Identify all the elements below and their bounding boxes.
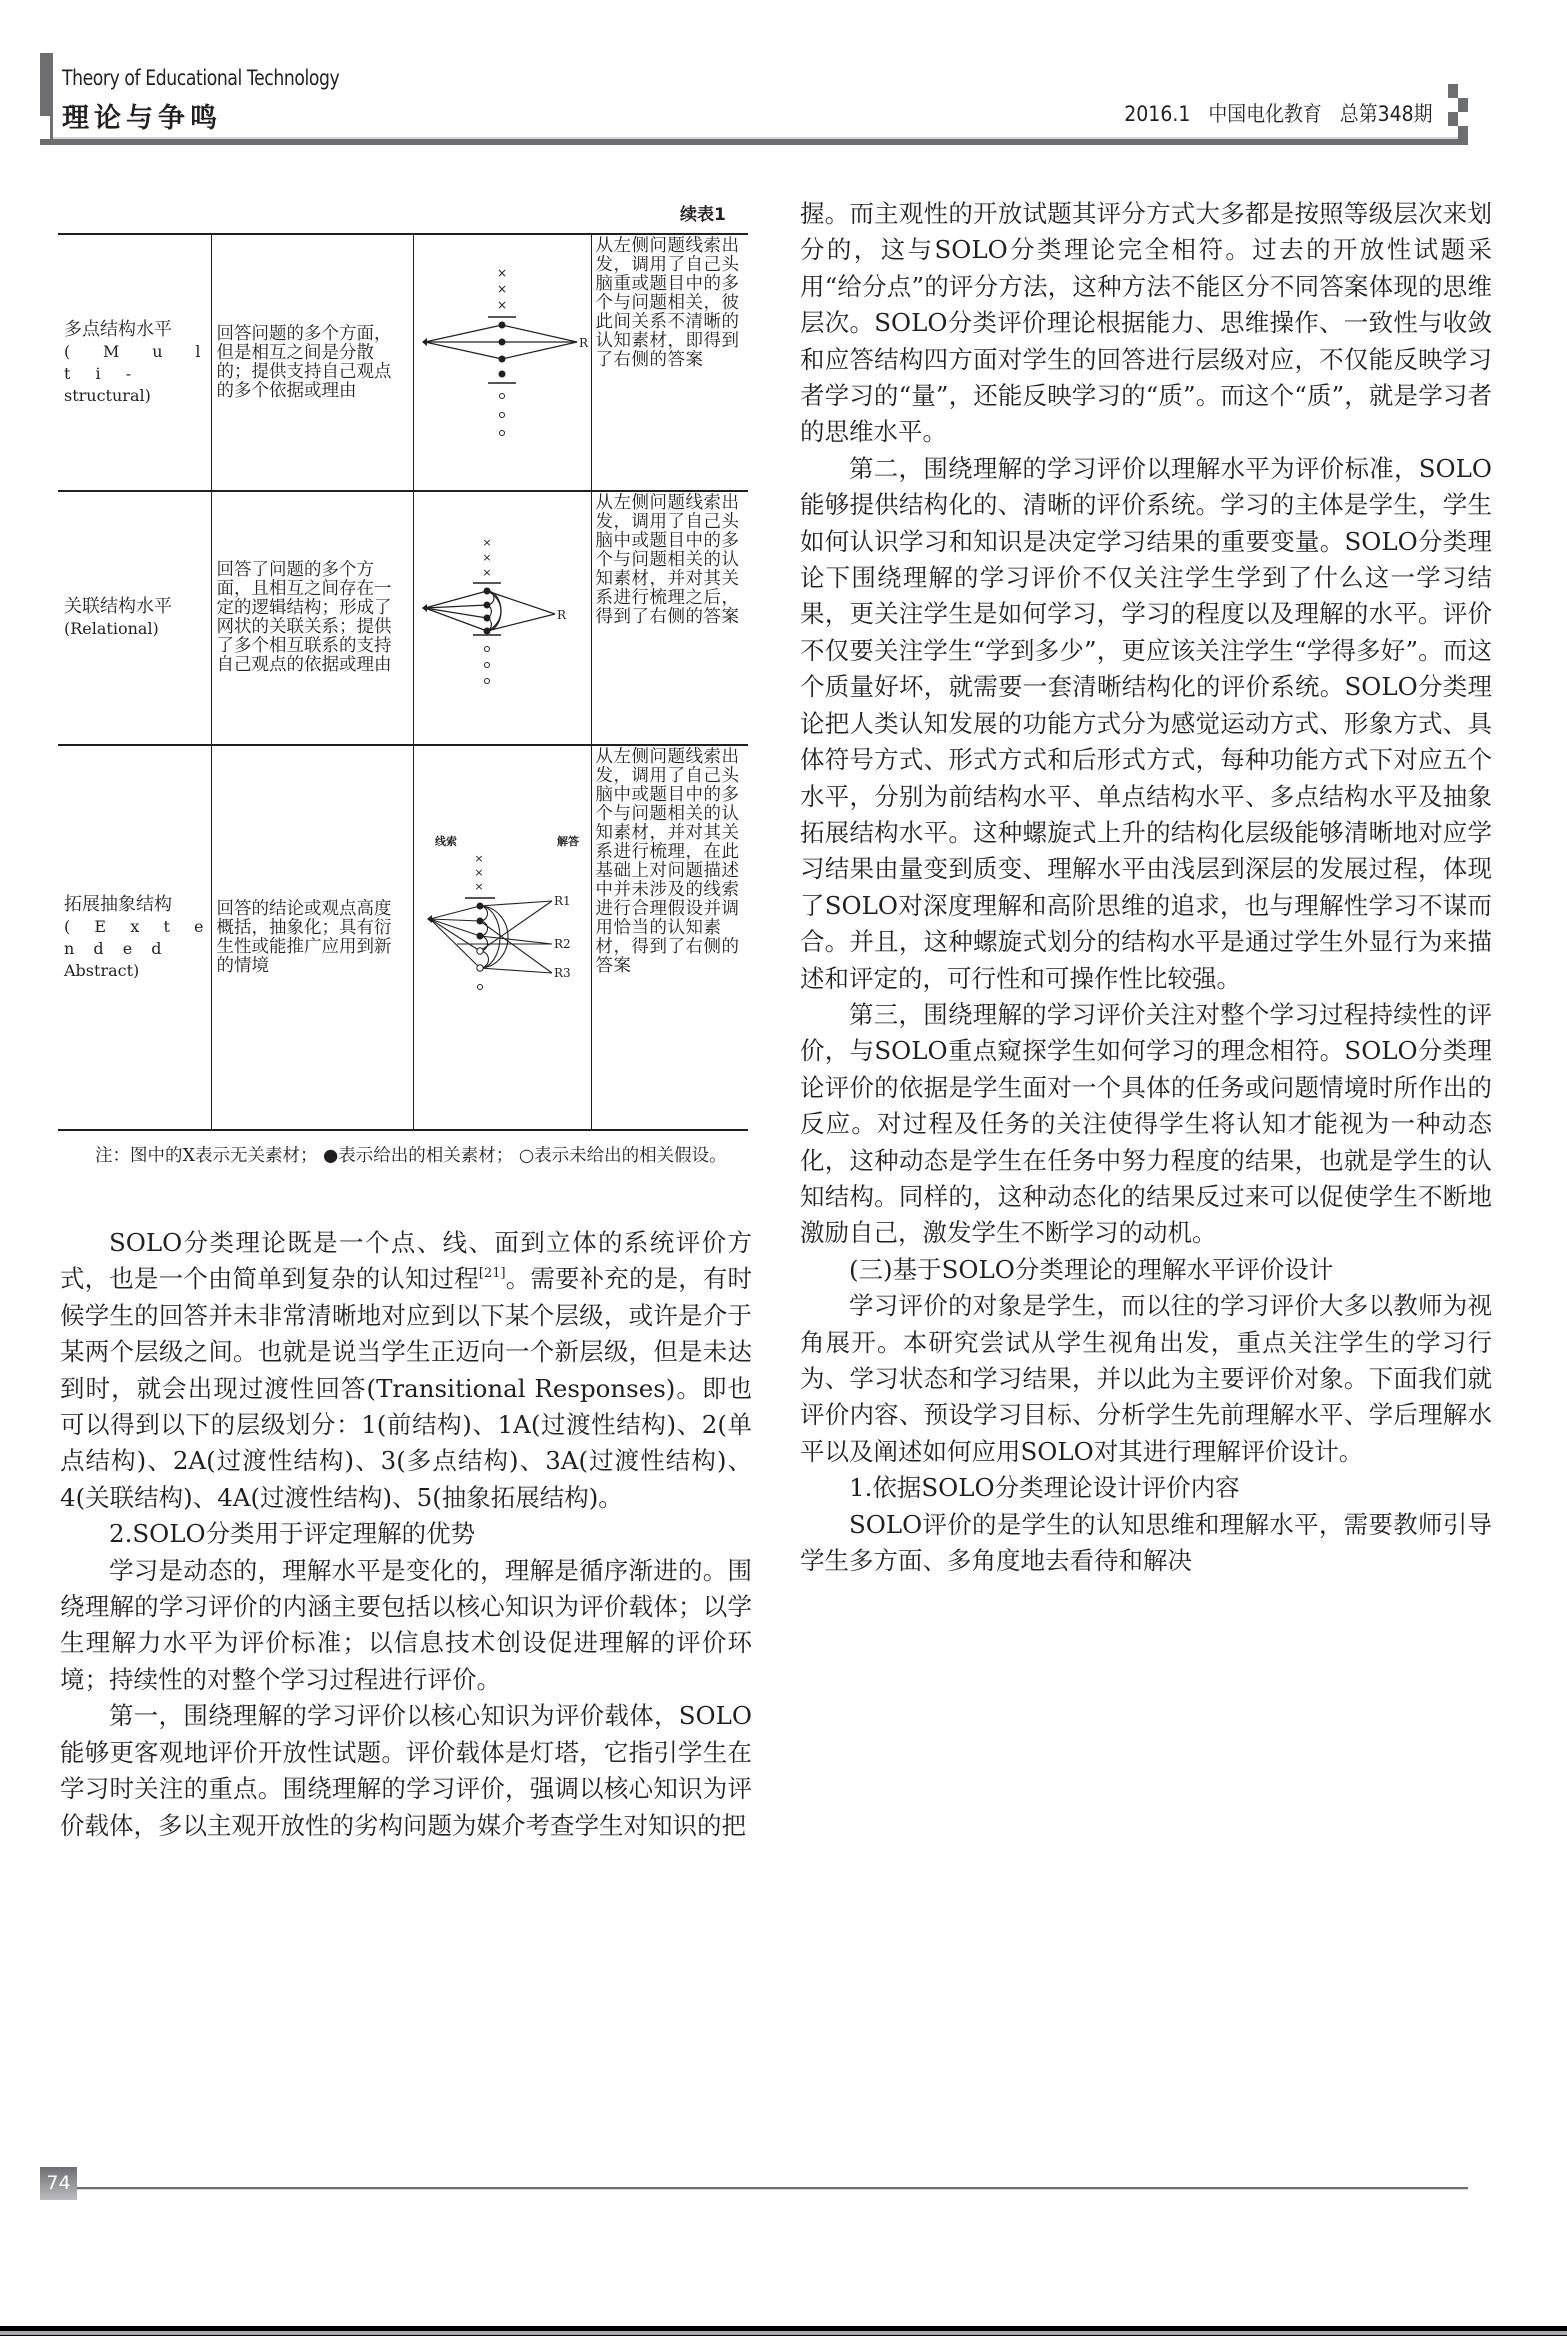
assumed-point: [500, 431, 505, 436]
paragraph: 握。而主观性的开放试题其评分方式大多都是按照等级层次来划分的，这与SOLO分类理论完全相符。过去的开放性试题采用“给分点”的评分方法，这种方法不能区分不同答案体现的思维层次。SOLO分类评价理论根据能力、思维操作、一致性与收敛和应答结构四方面对学生的回答进行层级对应，不仅能反映学习者学习的“量”，还能反映学习的“质”。而这个“质”，就是学习者的思维水平。: [800, 199, 1492, 447]
assumed-point: [477, 965, 483, 971]
paragraph: 学习评价的对象是学生，而以往的学习评价大多以教师为视角展开。本研究尝试从学生视角出发，重点关注学生的学习行为、学习状态和学习结果，并以此为主要评价对象。下面我们就评价内容、预设学习目标、分析学生先前理解水平、学后理解水平以及阐述如何应用SOLO对其进行理解评价设计。: [800, 1291, 1492, 1466]
section-title: 理论与争鸣: [62, 103, 222, 134]
process-cell: 从左侧问题线索出发，调用了自己头脑中或题目中的多个与问题相关的认知素材，并对其关系进行梳理，在此基础上对问题描述中并未涉及的线索进行合理假设并调用恰当的认知素材，得到了右侧的答案: [591, 745, 748, 1130]
description-cell: 回答了问题的多个方面，且相互之间存在一定的逻辑结构；形成了网状的关联关系；提供了多个相互联系的支持自己观点的依据或理由: [211, 491, 413, 745]
paragraph: SOLO评价的是学生的认知思维和理解水平，需要教师引导学生多方面、多角度地去看待和解决: [800, 1509, 1492, 1576]
level-name-en: ( E x t e n d e d: [64, 916, 211, 958]
header-rule: [40, 139, 1468, 145]
paragraph-text: 。需要补充的是，有时候学生的回答并未非常清晰地对应到以下某个层级，或许是介于某两个层级之间。也就是说当学生正迈向一个新层级，但是未达到时，就会出现过渡性回答(Transitional Responses)。即也可以得到以下的层级划分：1(前结构)、1A(过渡性结构)、2(单点结构)、2A(过渡性结构)、3(多点结构)、3A(过渡性结构)、4(关联结构)、4A(过渡性结构)、5(抽象拓展结构)。: [60, 1264, 753, 1512]
paragraph-text: SOLO分类理论既是一个点、线、面到立体的系统评价方式，也是一个由简单到复杂的认知过程: [60, 1228, 752, 1294]
given-point: [477, 933, 484, 940]
total-issue: 总第348期: [1340, 102, 1433, 126]
assumed-point: [485, 646, 490, 651]
irrelevant-mark: ×: [496, 282, 508, 296]
irrelevant-mark: ×: [496, 298, 508, 312]
assumed-point: [500, 413, 505, 418]
page-number: 74: [40, 2167, 77, 2200]
journal-title-en: Theory of Educational Technology: [62, 66, 340, 90]
section-heading: 2.SOLO分类用于评定理解的优势: [109, 1519, 476, 1549]
issue-info: [1107, 98, 1433, 128]
table-row: [58, 234, 748, 491]
left-column: [60, 1225, 752, 1844]
paragraph: [60, 1225, 752, 1516]
given-point: [484, 587, 491, 594]
given-point: [484, 627, 491, 634]
paragraph: 学习是动态的，理解水平是变化的，理解是循序渐进的。围绕理解的学习评价的内涵主要包括以核心知识为评价载体；以学生理解力水平为评价标准；以信息技术创设促进理解的评价环境；持续性的对整个学习过程进行评价。: [60, 1555, 752, 1694]
assumed-point: [477, 948, 483, 954]
description-cell: 回答问题的多个方面，但是相互之间是分散的；提供支持自己观点的多个依据或理由: [211, 234, 413, 491]
section-heading: (三)基于SOLO分类理论的理解水平评价设计: [849, 1254, 1334, 1284]
table-note: 注：图中的X表示无关素材； ●表示给出的相关素材； ○表示未给出的相关假设。: [95, 1146, 727, 1166]
subsection-heading: 1.依据SOLO分类理论设计评价内容: [849, 1473, 1240, 1503]
paragraph: 第二，围绕理解的学习评价以理解水平为评价标准，SOLO能够提供结构化的、清晰的评价系统。学习的主体是学生，学生如何认识学习和知识是决定学习结果的重要变量。SOLO分类理论下围绕理解的学习评价不仅关注学生学到了什么这一学习结果，更关注学生是如何学习，学习的程度以及理解的水平。评价不仅要关注学生“学到多少”，更应该关注学生“学得多好”。而这个质量好坏，就需要一套清晰结构化的评价系统。SOLO分类理论把人类认知发展的功能方式分为感觉运动方式、形象方式、具体符号方式、形式方式和后形式方式，每种功能方式下对应五个水平，分别为前结构水平、单点结构水平、多点结构水平及抽象拓展结构水平。这种螺旋式上升的结构化层级能够清晰地对应学习结果由量变到质变、理解水平由浅层到深层的发展过程，体现了SOLO对深度理解和高阶思维的追求，也与理解性学习不谋而合。并且，这种螺旋式划分的结构水平是通过学生外显行为来描述和评定的，可行性和可操作性比较强。: [800, 453, 1492, 993]
level-name-cn: 多点结构水平: [64, 318, 172, 340]
given-point: [499, 339, 506, 346]
level-name-en: ( M u l t i -: [64, 341, 211, 383]
figure-cell: [413, 491, 591, 745]
given-point: [499, 322, 506, 329]
given-point: [499, 356, 506, 363]
level-name-en-cont: Abstract): [64, 960, 140, 980]
irrelevant-mark: ×: [482, 565, 492, 579]
answer-label-r3: R3: [554, 966, 571, 980]
description-cell: 回答的结论或观点高度概括，抽象化；具有衍生性或能推广应用到新的情境: [211, 745, 413, 1130]
page-bottom-border-line: [0, 2335, 1567, 2336]
given-point: [477, 903, 484, 910]
level-cell: [58, 234, 211, 491]
process-cell: 从左侧问题线索出发，调用了自己头脑重或题目中的多个与问题相关，彼此间关系不清晰的认知素材，即得到了右侧的答案: [591, 234, 748, 491]
level-name-cn: 关联结构水平: [64, 596, 172, 617]
issue-date: 2016.1: [1124, 102, 1191, 126]
level-cell: [58, 745, 211, 1130]
answer-label-r1: R1: [554, 894, 571, 908]
journal-title-cn: 中国电化教育: [1208, 102, 1323, 126]
assumed-point: [478, 985, 483, 990]
paragraph: 第三，围绕理解的学习评价关注对整个学习过程持续性的评价，与SOLO重点窥探学生如何学习的理念相符。SOLO分类理论评价的依据是学生面对一个具体的任务或问题情境时所作出的反应。对过程及任务的关注使得学生将认知才能视为一种动态化，这种动态是学生在任务中努力程度的结果，也就是学生的认知结构。同样的，这种动态化的结果反过来可以促使学生不断地激励自己，激发学生不断学习的动机。: [800, 999, 1492, 1248]
irrelevant-mark: ×: [474, 852, 484, 865]
header-accent-bar: [40, 53, 53, 116]
answer-label: R: [557, 607, 567, 622]
given-point: [477, 918, 484, 925]
answer-title: 解答: [557, 835, 579, 848]
level-name-cn: 拓展抽象结构: [64, 893, 172, 915]
figure-cell: [413, 745, 591, 1130]
table-row: [58, 745, 748, 1130]
irrelevant-mark: ×: [482, 550, 492, 564]
paragraph: 第一，围绕理解的学习评价以核心知识为评价载体，SOLO能够更客观地评价开放性试题。评价载体是灯塔，它指引学生在学习时关注的重点。围绕理解的学习评价，强调以核心知识为评价载体，多以主观开放性的劣构问题为媒介考查学生对知识的把: [60, 1701, 752, 1840]
process-cell: 从左侧问题线索出发，调用了自己头脑中或题目中的多个与问题相关的认知素材，并对其关系进行梳理之后，得到了右侧的答案: [591, 491, 748, 745]
irrelevant-mark: ×: [474, 880, 484, 893]
multi-structural-diagram: [417, 245, 587, 475]
given-point: [499, 371, 506, 378]
citation: [21]: [478, 1266, 506, 1282]
right-column: [800, 196, 1492, 1579]
level-cell: [58, 491, 211, 745]
level-name-en: (Relational): [64, 619, 159, 638]
answer-label: R: [579, 336, 589, 350]
solo-levels-table: [58, 233, 748, 1131]
irrelevant-mark: ×: [496, 266, 508, 280]
irrelevant-mark: ×: [474, 866, 484, 879]
assumed-point: [485, 662, 490, 667]
level-name-en-cont: structural): [64, 385, 151, 405]
table-caption: 续表1: [680, 205, 726, 225]
assumed-point: [485, 678, 490, 683]
cue-title: 线索: [435, 835, 457, 848]
figure-cell: [413, 234, 591, 491]
assumed-point: [500, 394, 505, 399]
given-point: [484, 601, 491, 608]
table-row: [58, 491, 748, 745]
footer-rule-shadow: [77, 2189, 1468, 2190]
extended-abstract-diagram: [417, 820, 587, 1050]
irrelevant-mark: ×: [482, 535, 492, 549]
given-point: [484, 614, 491, 621]
relational-diagram: [417, 501, 587, 731]
answer-label-r2: R2: [554, 937, 571, 951]
